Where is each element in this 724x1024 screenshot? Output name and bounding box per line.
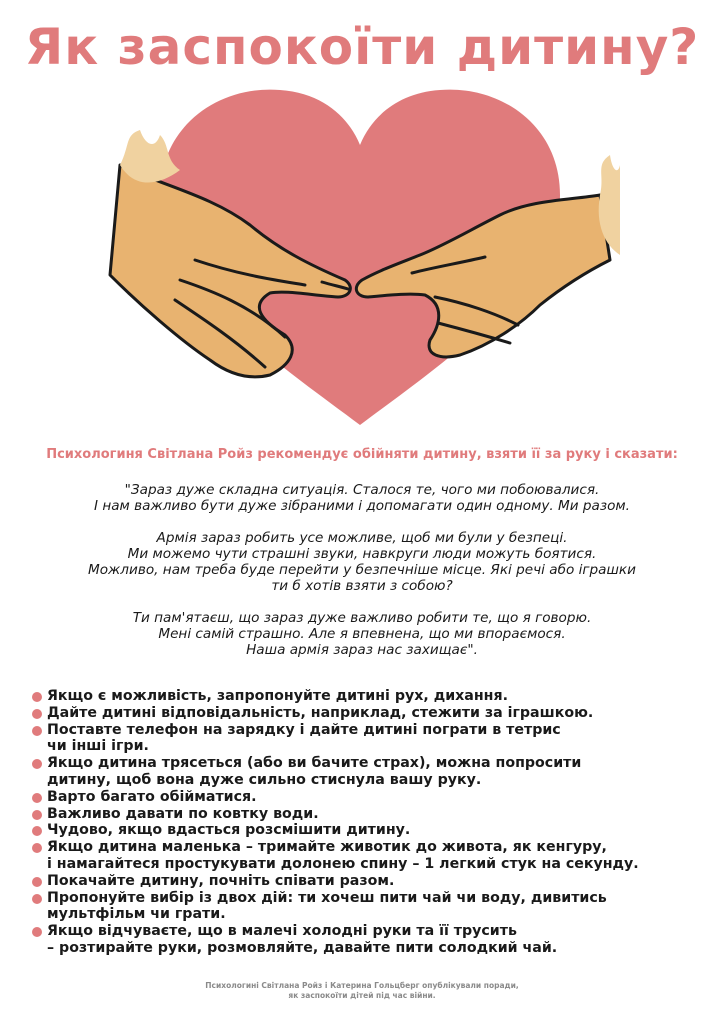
bullet-icon [32, 759, 42, 769]
bullet-icon [32, 793, 42, 803]
list-item [32, 873, 692, 890]
tip-text: Чудово, якщо вдасться розсмішити дитину. [47, 822, 411, 839]
tip-text: Якщо дитина маленька – тримайте животик до живота, як кенгуру, і намагайтеся простукувати долонею спину – 1 легкий стук на секунду. [47, 839, 639, 872]
tips-list [32, 688, 692, 957]
quote-paragraph: Ти пам'ятаєш, що зараз дуже важливо робити те, що я говорю. Мені самій страшно. Але я впевнена, що ми впораємося. Наша армія зараз нас захищає". [132, 610, 592, 658]
footer-line: Психологині Світлана Ройз і Катерина Гольцберг опублікували поради, [205, 981, 519, 990]
bullet-icon [32, 843, 42, 853]
list-item [32, 755, 692, 789]
tip-text: Якщо є можливість, запропонуйте дитині рух, дихання. [47, 688, 508, 704]
tip-text: Дайте дитині відповідальність, наприклад, стежити за іграшкою. [47, 704, 594, 721]
source-footer [0, 981, 724, 1001]
page-title: Як заспокоїти дитину? [24, 18, 700, 76]
tip-text: Важливо давати по ковтку води. [47, 805, 319, 822]
bullet-icon [32, 894, 42, 904]
tip-text: Поставте телефон на зарядку і дайте дитині пограти в тетрис чи інші ігри. [47, 721, 561, 755]
tip-text: Якщо дитина трясеться (або ви бачите страх), можна попросити дитину, щоб вона дуже сильно стиснула вашу руку. [47, 755, 582, 788]
bullet-icon [32, 826, 42, 836]
tip-text: Якщо відчуваєте, що в малечі холодні руки та її трусить – розтирайте руки, розмовляйте, давайте пити солодкий чай. [47, 923, 558, 956]
list-item [32, 822, 692, 839]
list-item [32, 688, 692, 705]
list-item [32, 923, 692, 957]
footer-line: як заспокоїти дітей під час війни. [288, 991, 436, 1000]
list-item [32, 839, 692, 873]
quote-block [20, 482, 704, 674]
quote-paragraph: "Зараз дуже складна ситуація. Сталося те, чого ми побоювалися. І нам важливо бути дуже зібраними і допомагати один одному. Ми разом. [94, 482, 630, 514]
tip-text: Покачайте дитину, почніть співати разом. [47, 872, 395, 889]
list-item [32, 890, 692, 924]
list-item [32, 705, 692, 722]
bullet-icon [32, 726, 42, 736]
heart-hands-illustration [100, 75, 620, 435]
bullet-icon [32, 810, 42, 820]
bullet-icon [32, 692, 42, 702]
quote-paragraph: Армія зараз робить усе можливе, щоб ми були у безпеці. Ми можемо чути страшні звуки, навкруги люди можуть боятися. Можливо, нам треба буде перейти у безпечніше місце. Які речі або іграшки ти б хотів взяти з собою? [88, 530, 636, 594]
list-item [32, 806, 692, 823]
bullet-icon [32, 877, 42, 887]
tip-text: Варто багато обійматися. [47, 788, 257, 805]
intro-subtitle: Психологиня Світлана Ройз рекомендує обійняти дитину, взяти її за руку і сказати: [46, 447, 678, 462]
bullet-icon [32, 709, 42, 719]
tip-text: Пропонуйте вибір із двох дій: ти хочеш пити чай чи воду, дивитись мультфільм чи грати. [47, 889, 607, 923]
bullet-icon [32, 927, 42, 937]
list-item [32, 789, 692, 806]
list-item [32, 722, 692, 756]
